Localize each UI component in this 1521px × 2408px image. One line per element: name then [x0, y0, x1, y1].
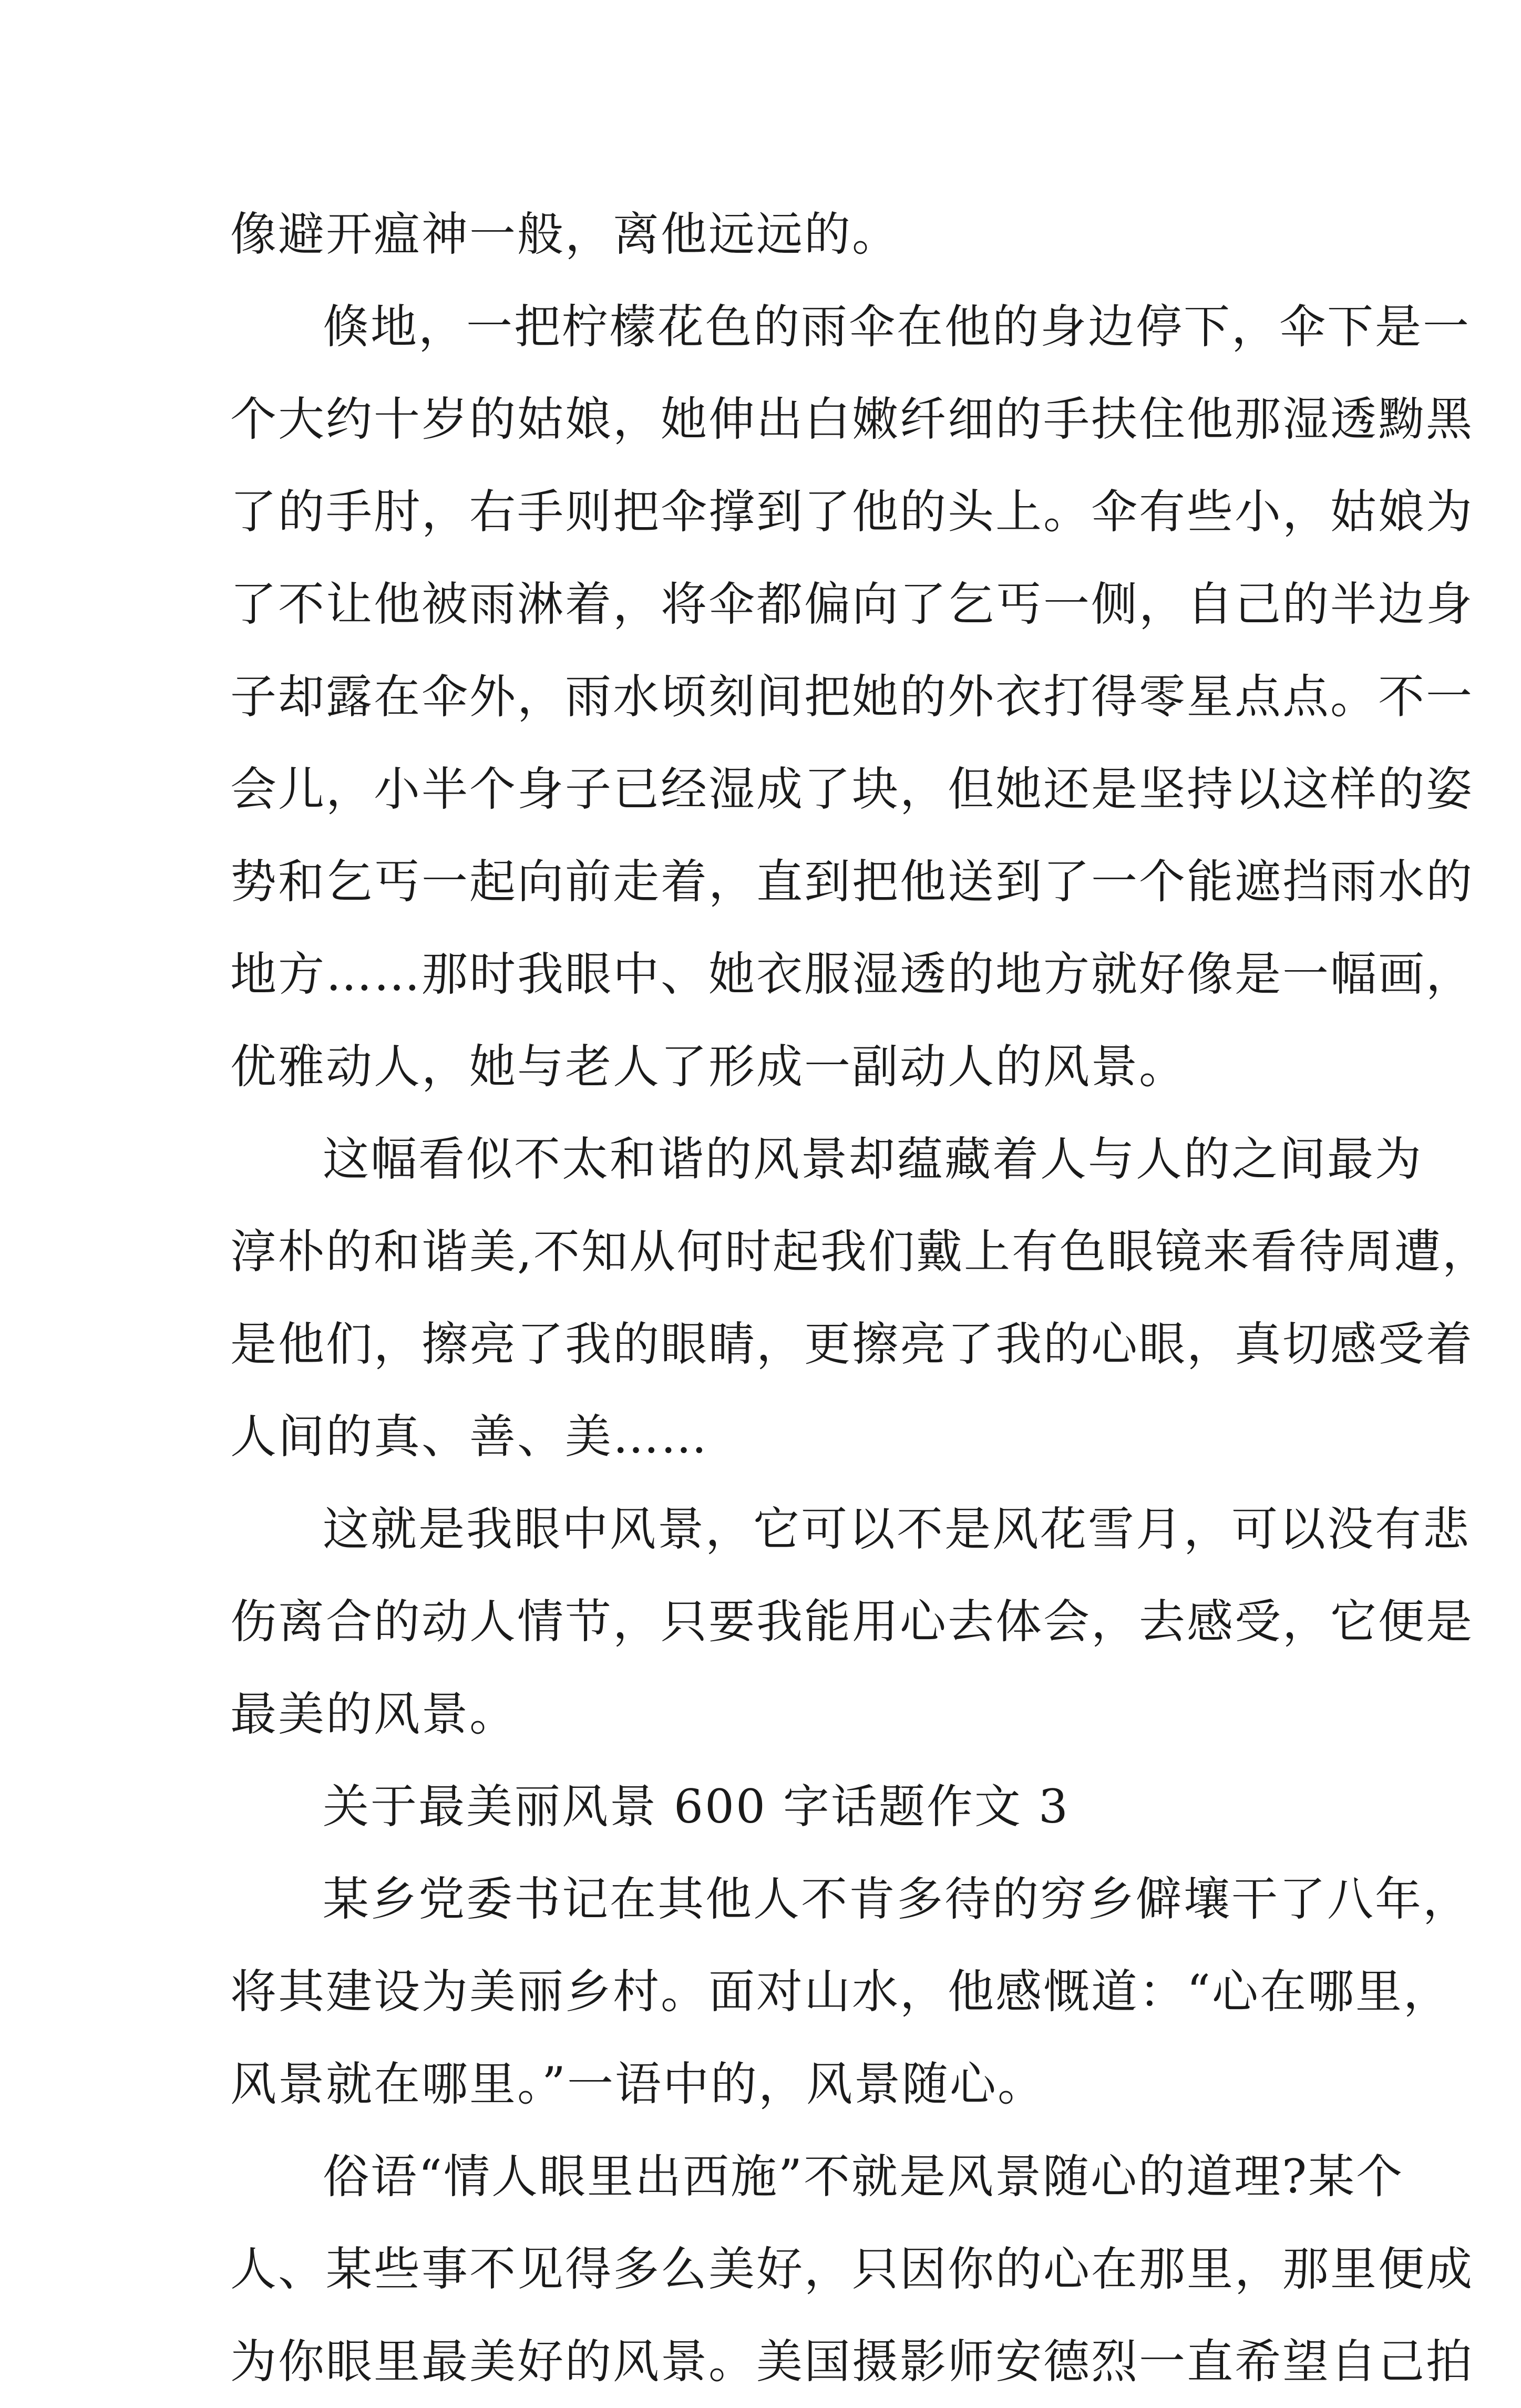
paragraph-line: 俗语“情人眼里出西施”不就是风景随心的道理?某个: [323, 2149, 1404, 2204]
paragraph-line: 风景就在哪里。”一语中的，风景随心。: [230, 2057, 1045, 2111]
paragraph-line: 是他们，擦亮了我的眼睛，更擦亮了我的心眼，真切感受着: [230, 1317, 1474, 1371]
paragraph-line: 了的手肘，右手则把伞撑到了他的头上。伞有些小，姑娘为: [230, 485, 1474, 539]
paragraph-line: 势和乞丐一起向前走着，直到把他送到了一个能遮挡雨水的: [230, 855, 1474, 909]
paragraph-line: 了不让他被雨淋着，将伞都偏向了乞丐一侧，自己的半边身: [230, 577, 1474, 631]
paragraph-line: 子却露在伞外，雨水顷刻间把她的外衣打得零星点点。不一: [230, 670, 1474, 724]
paragraph-line: 这幅看似不太和谐的风景却蕴藏着人与人的之间最为: [323, 1132, 1423, 1186]
paragraph-line: 会儿，小半个身子已经湿成了块，但她还是坚持以这样的姿: [230, 762, 1474, 816]
paragraph-line: 像避开瘟神一般，离他远远的。: [230, 207, 900, 261]
paragraph-line: 淳朴的和谐美,不知从何时起我们戴上有色眼镜来看待周遭，: [230, 1224, 1490, 1279]
paragraph-line: 最美的风景。: [230, 1687, 518, 1741]
paragraph-line: 为你眼里最美好的风景。美国摄影师安德烈一直希望自己拍: [230, 2334, 1474, 2389]
section-heading: 关于最美丽风景 600 字话题作文 3: [323, 1779, 1070, 1834]
paragraph-line: 优雅动人，她与老人了形成一副动人的风景。: [230, 1040, 1187, 1094]
paragraph-line: 个大约十岁的姑娘，她伸出白嫩纤细的手扶住他那湿透黝黑: [230, 392, 1474, 446]
paragraph-line: 将其建设为美丽乡村。面对山水，他感慨道：“心在哪里，: [230, 1964, 1451, 2019]
paragraph-line: 伤离合的动人情节，只要我能用心去体会，去感受，它便是: [230, 1594, 1474, 1649]
paragraph-line: 人、某些事不见得多么美好，只因你的心在那里，那里便成: [230, 2242, 1474, 2296]
paragraph-line: 这就是我眼中风景，它可以不是风花雪月，可以没有悲: [323, 1502, 1471, 1556]
paragraph-line: 某乡党委书记在其他人不肯多待的穷乡僻壤干了八年，: [323, 1872, 1471, 1926]
paragraph-line: 倏地，一把柠檬花色的雨伞在他的身边停下，伞下是一: [323, 300, 1471, 354]
paragraph-line: 地方……那时我眼中、她衣服湿透的地方就好像是一幅画，: [230, 947, 1474, 1001]
paragraph-line: 人间的真、善、美……: [230, 1409, 709, 1464]
document-body: [230, 188, 1490, 2408]
